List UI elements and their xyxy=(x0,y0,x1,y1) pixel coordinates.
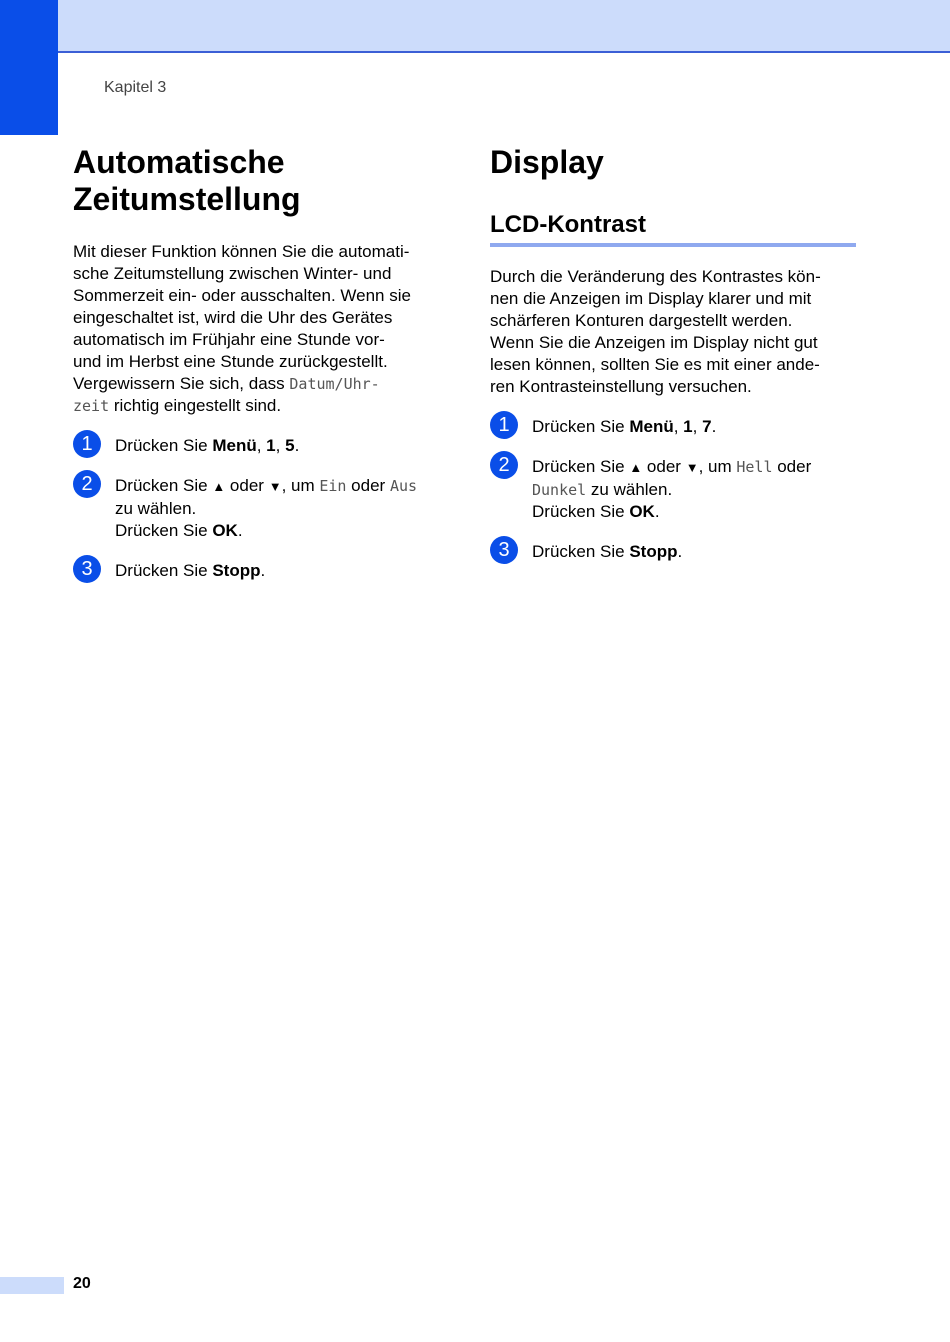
step-words: Drücken Sie xyxy=(115,436,213,455)
step-words: Drücken Sie xyxy=(115,561,213,580)
separator: , xyxy=(275,436,286,455)
lcd-contrast-steps xyxy=(490,416,860,563)
step-text xyxy=(532,456,860,523)
option-aus: Aus xyxy=(389,477,418,495)
key-menu: Menü xyxy=(212,436,257,455)
step-number-icon: 1 xyxy=(73,430,101,458)
step-words: Drücken Sie xyxy=(115,476,213,495)
para-line: Durch die Veränderung des Kontrastes kön- xyxy=(490,267,821,286)
step-item xyxy=(490,456,860,523)
key-ok: OK xyxy=(212,521,238,540)
step-words: Drücken Sie xyxy=(532,502,630,521)
down-arrow-icon: ▼ xyxy=(268,479,282,494)
lcd-contrast-description xyxy=(490,266,860,398)
option-hell: Hell xyxy=(736,458,773,476)
step-number-icon: 1 xyxy=(490,411,518,439)
para-line: Wenn Sie die Anzeigen im Display nicht gut xyxy=(490,333,818,352)
left-column xyxy=(73,142,443,600)
para-line: lesen können, sollten Sie es mit einer ande- xyxy=(490,355,820,374)
step-item xyxy=(73,435,443,457)
step-words: , um xyxy=(698,457,737,476)
step-text xyxy=(115,435,443,457)
separator: , xyxy=(256,436,267,455)
subsection-title-lcd-contrast: LCD-Kontrast xyxy=(490,210,856,247)
key-ok: OK xyxy=(629,502,655,521)
step-words: Drücken Sie xyxy=(115,521,213,540)
step-item xyxy=(73,560,443,582)
para-line: ren Kontrasteinstellung versuchen. xyxy=(490,377,752,396)
page-number: 20 xyxy=(73,1275,91,1292)
key-5: 5 xyxy=(285,436,295,455)
key-1: 1 xyxy=(266,436,276,455)
period: . xyxy=(677,542,683,561)
option-ein: Ein xyxy=(319,477,347,495)
separator: , xyxy=(692,417,703,436)
up-arrow-icon: ▲ xyxy=(629,460,643,475)
para-line: eingeschaltet ist, wird die Uhr des Gerätes xyxy=(73,308,393,327)
para-line: Vergewissern Sie sich, dass xyxy=(73,374,290,393)
para-line: und im Herbst eine Stunde zurückgestellt. xyxy=(73,352,388,371)
step-text xyxy=(532,416,860,438)
step-words: oder xyxy=(772,457,812,476)
period: . xyxy=(237,521,243,540)
step-words: Drücken Sie xyxy=(532,542,630,561)
key-menu: Menü xyxy=(629,417,674,436)
step-words: zu wählen. xyxy=(586,480,673,499)
separator: , xyxy=(673,417,684,436)
title-line-1: Automatische xyxy=(73,144,285,180)
menu-code-zeit: zeit xyxy=(73,397,110,415)
chapter-tab xyxy=(0,0,58,135)
step-number-icon: 2 xyxy=(73,470,101,498)
key-7: 7 xyxy=(702,417,712,436)
right-column xyxy=(490,142,860,581)
chapter-label: Kapitel 3 xyxy=(104,79,167,96)
para-line: Sommerzeit ein- oder ausschalten. Wenn sie xyxy=(73,286,411,305)
auto-time-steps xyxy=(73,435,443,582)
period: . xyxy=(294,436,300,455)
step-item xyxy=(73,475,443,542)
key-1: 1 xyxy=(683,417,693,436)
step-words: zu wählen. xyxy=(115,499,197,518)
para-line: nen die Anzeigen im Display klarer und mit xyxy=(490,289,812,308)
step-text xyxy=(115,560,443,582)
step-number-icon: 3 xyxy=(490,536,518,564)
step-words: Drücken Sie xyxy=(532,417,630,436)
period: . xyxy=(654,502,660,521)
section-title-display: Display xyxy=(490,144,604,180)
step-item xyxy=(490,416,860,438)
auto-time-description xyxy=(73,241,443,417)
para-line: schärferen Konturen dargestellt werden. xyxy=(490,311,793,330)
step-item xyxy=(490,541,860,563)
step-number-icon: 2 xyxy=(490,451,518,479)
option-dunkel: Dunkel xyxy=(532,481,587,499)
para-line: Mit dieser Funktion können Sie die automati- xyxy=(73,242,410,261)
menu-code-datum: Datum/Uhr- xyxy=(289,375,380,393)
step-text xyxy=(115,475,443,542)
period: . xyxy=(260,561,266,580)
title-line-2: Zeitumstellung xyxy=(73,181,301,217)
footer-bar xyxy=(0,1277,64,1294)
step-words: oder xyxy=(642,457,686,476)
key-stopp: Stopp xyxy=(212,561,261,580)
section-title-auto-time xyxy=(73,144,443,218)
step-text xyxy=(532,541,860,563)
key-stopp: Stopp xyxy=(629,542,678,561)
step-number-icon: 3 xyxy=(73,555,101,583)
down-arrow-icon: ▼ xyxy=(685,460,699,475)
step-words: oder xyxy=(346,476,390,495)
header-band xyxy=(58,0,950,53)
up-arrow-icon: ▲ xyxy=(212,479,226,494)
step-words: oder xyxy=(225,476,269,495)
para-line: richtig eingestellt sind. xyxy=(109,396,282,415)
period: . xyxy=(711,417,717,436)
para-line: automatisch im Frühjahr eine Stunde vor- xyxy=(73,330,385,349)
step-words: Drücken Sie xyxy=(532,457,630,476)
para-line: sche Zeitumstellung zwischen Winter- und xyxy=(73,264,392,283)
step-words: , um xyxy=(281,476,320,495)
